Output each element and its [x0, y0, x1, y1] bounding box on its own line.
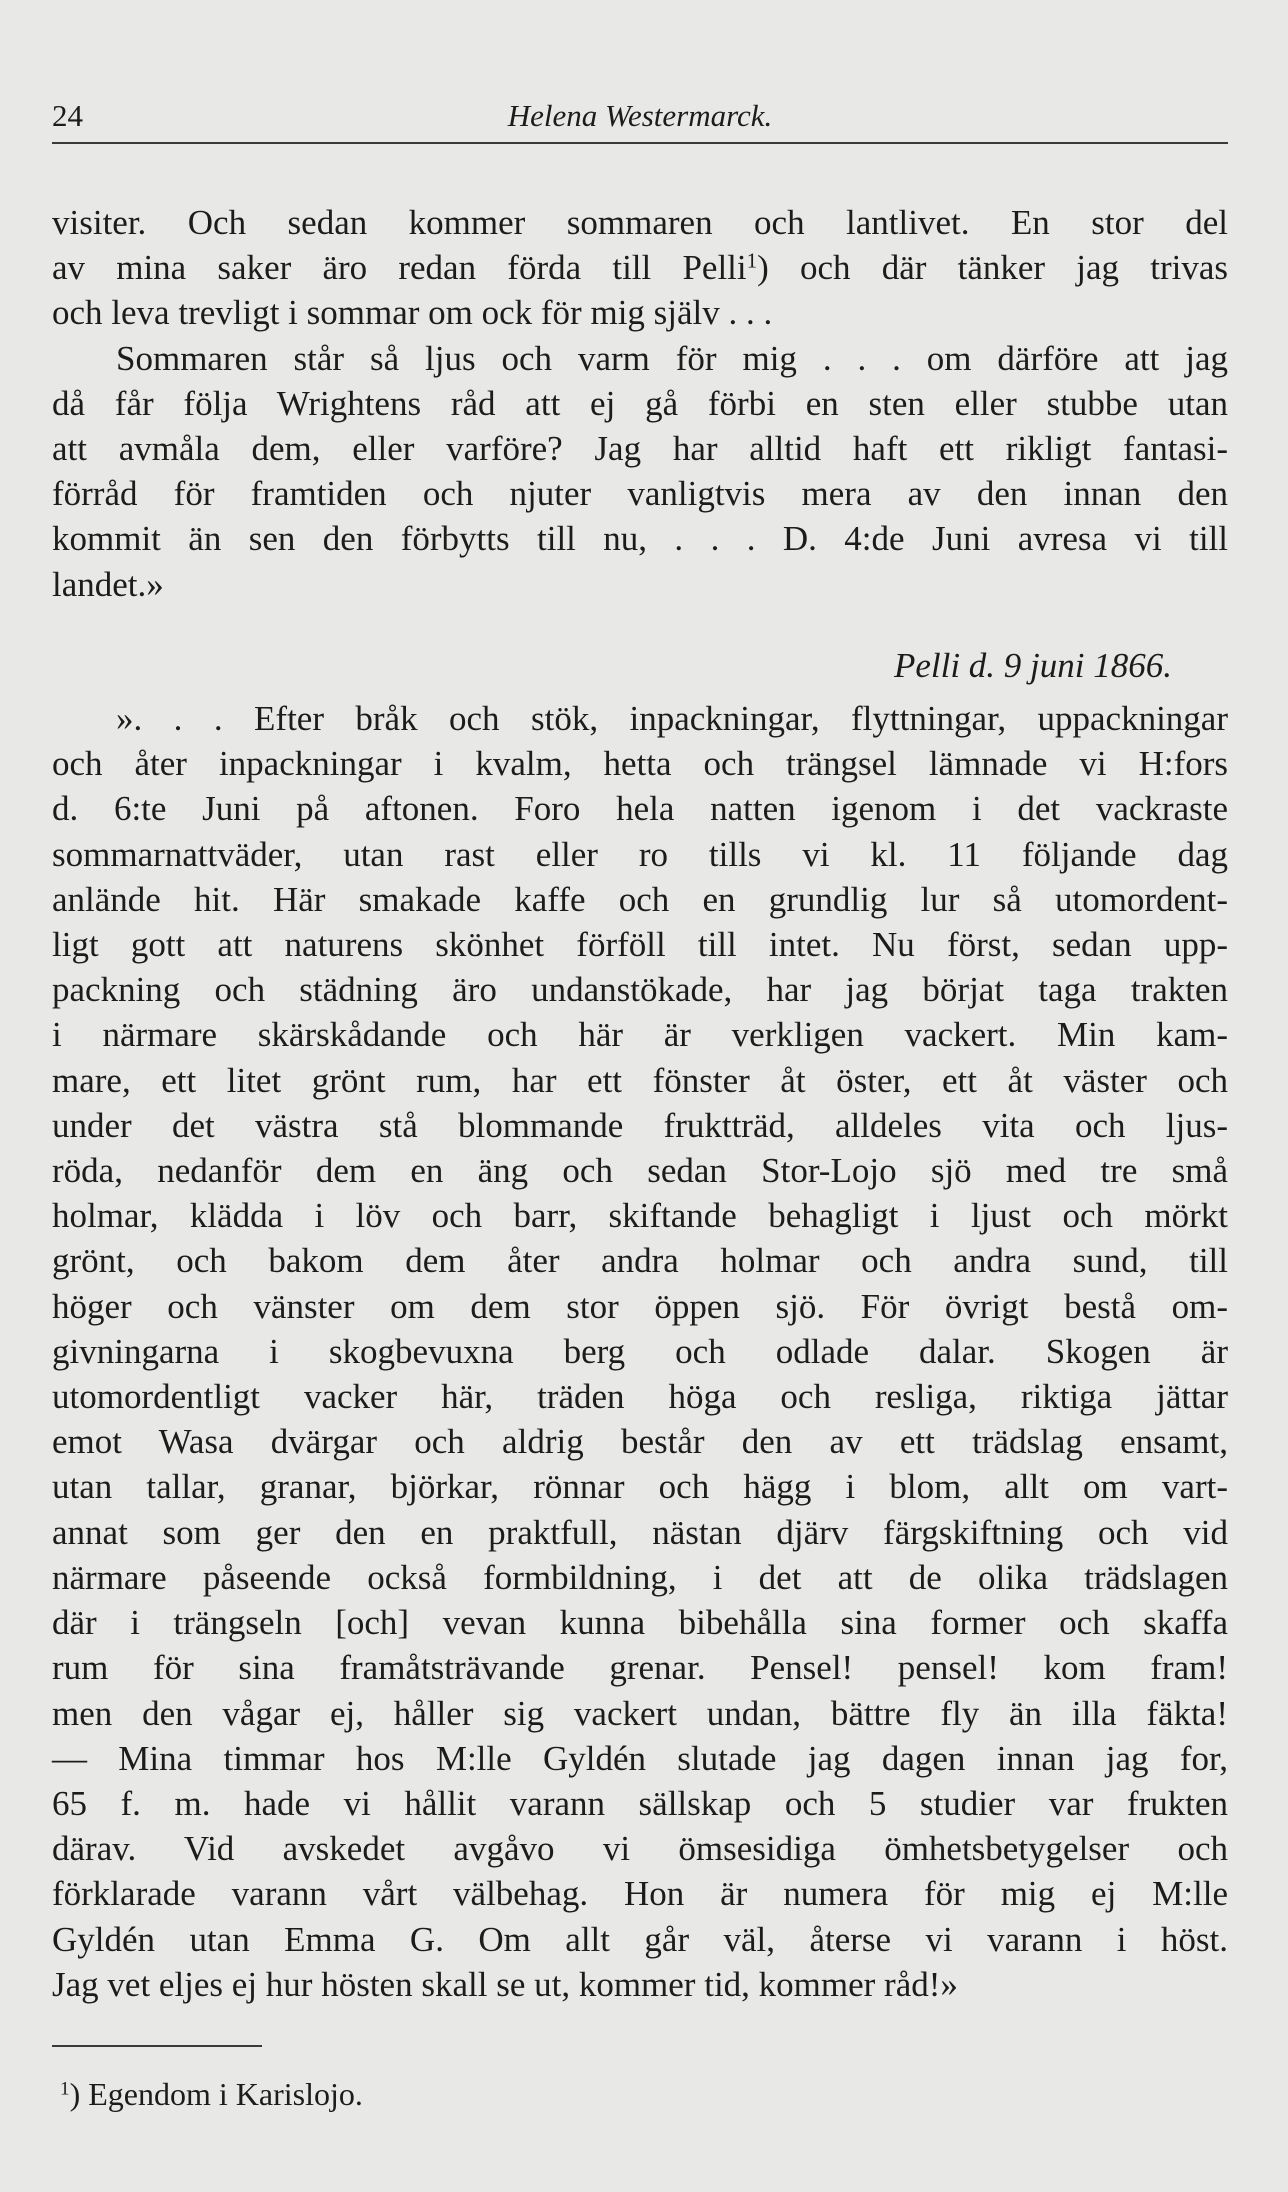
running-title: Helena Westermarck.: [507, 98, 773, 133]
page-number: 24: [52, 98, 83, 133]
text-line: ligt gott att naturens skönhet förföll till intet. Nu först, sedan upp-: [52, 925, 1228, 965]
text-line: utomordentligt vacker här, träden höga och resliga, riktiga jättar: [52, 1377, 1228, 1417]
dateline: Pelli d. 9 juni 1866.: [893, 645, 1172, 685]
footnote-reference: 1: [746, 248, 758, 273]
text-line: röda, nedanför dem en äng och sedan Stor-Lojo sjö med tre små: [52, 1151, 1228, 1191]
text-line: givningarna i skogbevuxna berg och odlade dalar. Skogen är: [52, 1331, 1228, 1371]
text-line: packning och städning äro undanstökade, har jag börjat taga trakten: [52, 970, 1228, 1010]
text-line: under det västra stå blommande fruktträd, alldeles vita och ljus-: [52, 1105, 1228, 1145]
text-line: [52, 245, 1228, 290]
text-line: kommit än sen den förbytts till nu, . . . D. 4:de Juni avresa vi till: [52, 519, 1228, 559]
text-line: i närmare skärskådande och här är verkligen vackert. Min kam-: [52, 1015, 1228, 1055]
text-line: anlände hit. Här smakade kaffe och en grundlig lur så utomordent-: [52, 879, 1228, 919]
text-line: annat som ger den en praktfull, nästan djärv färgskiftning och vid: [52, 1512, 1228, 1552]
body-text: [52, 200, 1228, 2007]
text-line: Sommaren står så ljus och varm för mig . . . om därföre att jag: [116, 338, 1228, 378]
text-line: ». . . Efter bråk och stök, inpackningar, flyttningar, uppackningar: [116, 699, 1228, 739]
text-line: 65 f. m. hade vi hållit varann sällskap och 5 studier var frukten: [52, 1783, 1228, 1823]
footnote-mark: 1: [60, 2078, 70, 2100]
text-line: då får följa Wrightens råd att ej gå förbi en sten eller stubbe utan: [52, 383, 1228, 423]
text-fragment: ) och där tänker jag trivas: [757, 248, 1228, 288]
text-line: närmare påseende också formbildning, i det att de olika trädslagen: [52, 1557, 1228, 1597]
text-line: Gyldén utan Emma G. Om allt går väl, återse vi varann i höst.: [52, 1919, 1228, 1959]
text-line: visiter. Och sedan kommer sommaren och lantlivet. En stor del: [52, 203, 1228, 242]
text-line: sommarnattväder, utan rast eller ro tills vi kl. 11 följande dag: [52, 834, 1228, 874]
text-line: rum för sina framåtsträvande grenar. Pensel! pensel! kom fram!: [52, 1648, 1228, 1688]
text-line: där i trängseln [och] vevan kunna bibehålla sina former och skaffa: [52, 1603, 1228, 1643]
text-line: grönt, och bakom dem åter andra holmar och andra sund, till: [52, 1241, 1228, 1281]
footnote: [60, 2076, 363, 2113]
text-line: och leva trevligt i sommar om ock för mig själv . . .: [52, 293, 773, 333]
text-line: därav. Vid avskedet avgåvo vi ömsesidiga ömhetsbetygelser och: [52, 1829, 1228, 1869]
text-line: och åter inpackningar i kvalm, hetta och trängsel lämnade vi H:fors: [52, 744, 1228, 784]
text-line: förklarade varann vårt välbehag. Hon är numera för mig ej M:lle: [52, 1874, 1228, 1914]
text-line: landet.»: [52, 564, 164, 604]
text-line: holmar, klädda i löv och barr, skiftande behagligt i ljust och mörkt: [52, 1196, 1228, 1236]
footnote-divider: [52, 2045, 262, 2047]
text-line: höger och vänster om dem stor öppen sjö. För övrigt bestå om-: [52, 1286, 1228, 1326]
text-line: att avmåla dem, eller varföre? Jag har alltid haft ett rikligt fantasi-: [52, 429, 1228, 469]
text-line: mare, ett litet grönt rum, har ett fönster åt öster, ett åt väster och: [52, 1060, 1228, 1100]
page-header: [52, 92, 1228, 144]
text-line: emot Wasa dvärgar och aldrig består den av ett trädslag ensamt,: [52, 1422, 1228, 1462]
text-line: förråd för framtiden och njuter vanligtvis mera av den innan den: [52, 474, 1228, 514]
text-line: — Mina timmar hos M:lle Gyldén slutade jag dagen innan jag for,: [52, 1738, 1228, 1778]
text-fragment: av mina saker äro redan förda till Pelli: [52, 248, 747, 288]
footnote-text: ) Egendom i Karislojo.: [69, 2076, 363, 2112]
text-line: utan tallar, granar, björkar, rönnar och hägg i blom, allt om vart-: [52, 1467, 1228, 1507]
text-line: Jag vet eljes ej hur hösten skall se ut, kommer tid, kommer råd!»: [52, 1964, 958, 2004]
text-line: d. 6:te Juni på aftonen. Foro hela natten igenom i det vackraste: [52, 789, 1228, 829]
text-line: men den vågar ej, håller sig vackert undan, bättre fly än illa fäkta!: [52, 1693, 1228, 1733]
